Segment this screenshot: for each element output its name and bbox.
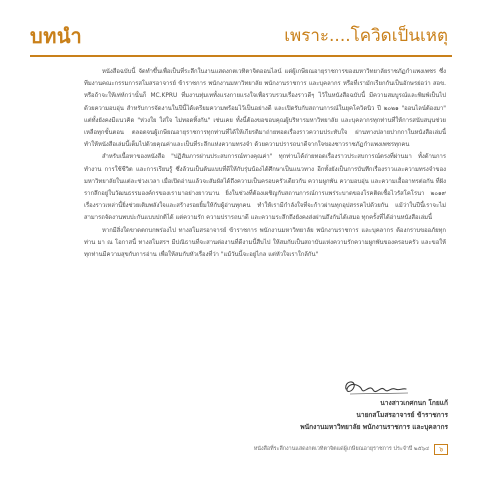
- signature: [338, 375, 418, 399]
- section-title: บทนำ: [30, 24, 83, 48]
- header-divider: [30, 55, 452, 57]
- paragraph-1: หนังสือฉบับนี้ จัดทำขึ้นเพื่อเป็นที่ระลึกในงานแสดงกตเวทิตาจิตออนไลน์ แด่ผู้เกษียณอายุราชการของมหาวิทยาลัยราชภัฏกำแพงเพชร ซึ่งทีมงานคณะกรรมการสโมสรอาจารย์ ข้าราชการ พนักงานมหาวิทยาลัย พนักงานราชการ และบุคลากร หรือที่เรามักเรียกกันเป็นอักษรย่อว่า สอข. หรือถ้าจะให้เท่ห์กว่านั้นก็ MC.KPRU ที่มงานทุ่มเททั้งแรงกายแรงใจเพื่อรวบรวมเรื่องราวดีๆ ไว้ในหนังสือฉบับนี้ มีความสมบูรณ์และพิมพ์เป็นไปด้วยความอบอุ่น สำหรับการจัดงานในปีนี้ได้เตรียมความพร้อมไว้เป็นอย่างดี และเปิดรับกับสถานการณ์ในยุคโควิดนิว ปี ๒๐๒๑ "ออนไลน์ต้องมา" แต่ทั้งยังคงมีแนวคิด "ห่วงใย ใส่ใจ ไม่ทอดทิ้งกัน" เช่นเคย ทั้งนี้ต้องขอขอบคุณผู้บริหารมหาวิทยาลัย และบุคลากรทุกท่านที่ให้การสนับสนุนช่วยเหลือทุกขั้นตอน ตลอดจนผู้เกษียณอายุราชการทุกท่านที่ได้ให้เกียรติมาถ่ายทอดเรื่องราวความประทับใจ ผ่านทางปลายปากกาในหนังสือเล่มนี้ ทำให้หนังสือเล่มนี้เต็มไปด้วยคุณค่าและเป็นที่ระลึกแห่งความทรงจำ ด้วยความปรารถนาดีจากใจของชาวราชภัฏกำแพงเพชรทุกคน: [84, 69, 446, 149]
- signature-block: [300, 397, 448, 433]
- book-title: เพราะ....โควิดเป็นเหตุ: [284, 26, 448, 46]
- signatory-position-2: พนักงานมหาวิทยาลัย พนักงานราชการ และบุคลากร: [300, 423, 448, 431]
- paragraph-3: หากมีสิ่งใดขาดตกบกพร่องไป ทางสโมสรอาจารย์ ข้าราชการ พนักงานมหาวิทยาลัย พนักงานราชการ และบุคลากร ต้องกราบขออภัยทุกท่าน มา ณ โอกาสนี้ ทางสโมสรฯ มีปณิธานที่จะสานต่องานที่ดีงามนี้สืบไป ให้สมกับเป็นสถาบันแห่งความรักความผูกพันของครอบครัว และขอให้ทุกท่านมีความสุขกับการอ่าน เพื่อให้สมกับหัวเรื่องที่ว่า "แม้วันนี้จะอยู่ไกล แต่หัวใจเราใกล้กัน": [84, 227, 446, 259]
- body-text: [84, 66, 446, 261]
- page-header: [0, 0, 480, 62]
- paragraph-2: สำหรับเนื้อหาของหนังสือ "ปฏิสัมภารผ่านประสบการณ์ทางคุณค่า" ทุกท่านได้ถ่ายทอดเรื่องราวประสบการณ์ตรงที่ผ่านมา ทั้งด้านการทำงาน การใช้ชีวิต และการเรียนรู้ ซึ่งล้วนเป็นต้นแบบที่ดีให้กับรุ่นน้องได้ศึกษาเป็นแนวทาง อีกทั้งยังเป็นการบันทึกเรื่องราวและความทรงจำของมหาวิทยาลัยในแต่ละช่วงเวลา เมื่อเปิดอ่านแล้วจะสัมผัสได้ถึงความเป็นครอบครัวเดียวกัน ความผูกพัน ความอบอุ่น และความเอื้ออาทรต่อกัน ที่ฝังรากลึกอยู่ในวัฒนธรรมองค์กรของเรามาอย่างยาวนาน ยิ่งในช่วงที่ต้องเผชิญกับสถานการณ์การแพร่ระบาดของโรคติดเชื้อไวรัสโคโรนา ๒๐๑๙ เรื่องราวเหล่านี้ยิ่งช่วยเติมพลังใจและสร้างรอยยิ้มให้กับผู้อ่านทุกคน ทำให้เรามีกำลังใจที่จะก้าวผ่านทุกอุปสรรคไปด้วยกัน แม้ว่าในปีนี้เราจะไม่สามารถจัดงานพบปะกันแบบปกติได้ แต่ความรัก ความปรารถนาดี และความระลึกถึงยังคงส่งผ่านถึงกันได้เสมอ ทุกครั้งที่ได้อ่านหนังสือเล่มนี้: [84, 154, 446, 222]
- page-footer: [254, 443, 448, 455]
- signatory-name: นางสาวเกศกนก โกยแก้: [380, 399, 448, 407]
- footer-text: หนังสือที่ระลึกงานแสดงกตเวทิตาจิตแด่ผู้เกษียณอายุราชการ ประจำปี ๒๕๖๔: [253, 446, 430, 452]
- page-number: ๖: [434, 444, 448, 455]
- signatory-position-1: นายกสโมสรอาจารย์ ข้าราชการ: [356, 411, 448, 419]
